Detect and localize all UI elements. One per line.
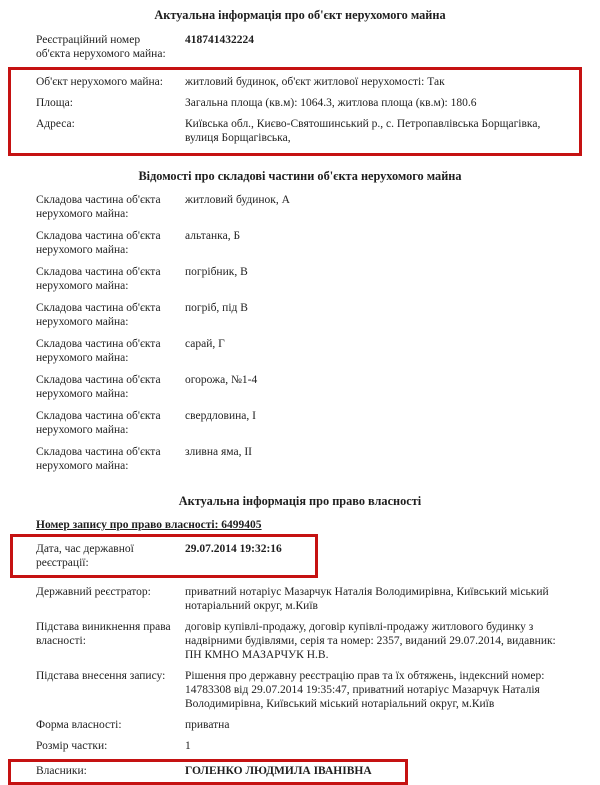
component-value: огорожа, №1-4: [185, 374, 258, 386]
address-label: Адреса:: [36, 118, 75, 130]
owners-value: ГОЛЕНКО ЛЮДМИЛА ІВАНІВНА: [185, 765, 372, 777]
row-ownership-form: [36, 715, 572, 736]
component-value: сарай, Г: [185, 338, 225, 350]
area-label: Площа:: [36, 97, 73, 109]
owners-label: Власники:: [36, 765, 87, 777]
row-registration-number: [36, 30, 572, 65]
ownership-form-label: Форма власності:: [36, 719, 122, 731]
component-value: зливна яма, ІІ: [185, 446, 253, 458]
basis-entry-label: Підстава внесення запису:: [36, 670, 166, 682]
component-value: свердловина, І: [185, 410, 256, 422]
share-size-label: Розмір частки:: [36, 740, 108, 752]
registrar-label: Державний реєстратор:: [36, 586, 151, 598]
row-basis-entry: [36, 666, 572, 715]
section-title-components: Відомості про складові частини об'єкта нерухомого майна: [138, 169, 462, 183]
component-row: [36, 226, 572, 262]
basis-origin-value: договір купівлі-продажу, договір купівлі-продажу житлового будинку з надвірними будівлями, серія та номер: 2357, виданий 29.07.2014, видавник: ПН КМНО МАЗАРЧУК Н.В.: [185, 621, 556, 661]
component-value: погріб, під В: [185, 302, 248, 314]
registrar-value: приватний нотаріус Мазарчук Наталія Володимирівна, Київський міський нотаріальний округ, м.Київ: [185, 586, 549, 612]
row-address: [36, 114, 575, 149]
component-label: Складова частина об'єкта нерухомого майна:: [36, 338, 161, 364]
section-title-object: Актуальна інформація про об'єкт нерухомого майна: [154, 8, 446, 22]
component-label: Складова частина об'єкта нерухомого майна:: [36, 266, 161, 292]
components-list: [0, 190, 600, 478]
component-row: [36, 406, 572, 442]
component-value: житловий будинок, А: [185, 194, 290, 206]
registration-number-value: 418741432224: [185, 34, 254, 46]
basis-origin-label: Підстава виникнення права власності:: [36, 621, 171, 647]
component-row: [36, 298, 572, 334]
row-object-type: [36, 72, 575, 93]
component-label: Складова частина об'єкта нерухомого майна:: [36, 374, 161, 400]
highlight-box-registration-date: [10, 534, 318, 578]
ownership-record-number: Номер запису про право власності: 6499405: [36, 519, 262, 531]
section-title-ownership: Актуальна інформація про право власності: [178, 494, 422, 508]
component-label: Складова частина об'єкта нерухомого майна:: [36, 446, 161, 472]
registration-date-value: 29.07.2014 19:32:16: [185, 543, 282, 555]
highlight-box-owners: [8, 759, 408, 785]
address-value: Київська обл., Києво-Святошинський р., с. Петропавлівська Борщагівка, вулиця Борщагівська,: [185, 118, 541, 144]
component-label: Складова частина об'єкта нерухомого майна:: [36, 410, 161, 436]
highlight-box-object-info: [8, 67, 582, 156]
row-registration-date: [36, 539, 313, 572]
component-row: [36, 262, 572, 298]
registration-number-label: Реєстраційний номер об'єкта нерухомого майна:: [36, 34, 166, 60]
row-area: [36, 93, 575, 114]
component-label: Складова частина об'єкта нерухомого майна:: [36, 302, 161, 328]
registration-date-label: Дата, час державної реєстрації:: [36, 543, 134, 569]
object-type-label: Об'єкт нерухомого майна:: [36, 76, 163, 88]
component-row: [36, 190, 572, 226]
row-basis-origin: [36, 617, 572, 666]
row-owners: [36, 762, 403, 781]
component-label: Складова частина об'єкта нерухомого майна:: [36, 230, 161, 256]
component-label: Складова частина об'єкта нерухомого майна:: [36, 194, 161, 220]
component-row: [36, 370, 572, 406]
object-type-value: житловий будинок, об'єкт житлової нерухомості: Так: [185, 76, 445, 88]
row-registrar: [36, 582, 572, 617]
component-value: альтанка, Б: [185, 230, 241, 242]
basis-entry-value: Рішення про державну реєстрацію прав та їх обтяжень, індексний номер: 14783308 від 29.07.2014 19:35:47, приватний нотаріус Мазарчук Наталія Володимирівна, Київський міський нотаріальний округ, м.Київ: [185, 670, 545, 710]
area-value: Загальна площа (кв.м): 1064.3, житлова площа (кв.м): 180.6: [185, 97, 477, 109]
component-value: погрібник, В: [185, 266, 248, 278]
component-row: [36, 442, 572, 478]
ownership-form-value: приватна: [185, 719, 230, 731]
row-share-size: [36, 736, 572, 757]
component-row: [36, 334, 572, 370]
share-size-value: 1: [185, 740, 191, 752]
